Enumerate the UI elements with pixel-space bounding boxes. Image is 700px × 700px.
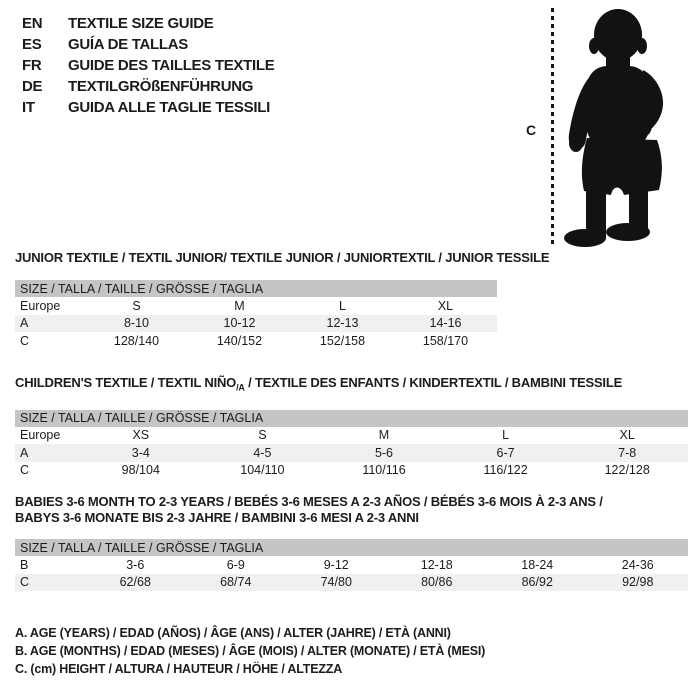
language-row-es bbox=[22, 34, 274, 55]
size-cell: S bbox=[258, 428, 267, 443]
children-table-title bbox=[15, 375, 688, 396]
row-label: C bbox=[15, 574, 85, 592]
language-title: GUIDE DES TAILLES TEXTILE bbox=[68, 57, 275, 74]
size-cell: 8-10 bbox=[85, 315, 188, 333]
size-cell: 12-13 bbox=[291, 315, 394, 333]
children-size-table bbox=[15, 410, 688, 480]
size-cell: 5-6 bbox=[323, 444, 445, 462]
table-row-age bbox=[15, 315, 497, 333]
size-cell: 18-24 bbox=[521, 557, 554, 572]
size-cell: 6-7 bbox=[445, 444, 567, 462]
language-code: ES bbox=[22, 36, 42, 53]
size-cell: L bbox=[502, 428, 510, 443]
babies-table-title-line1: BABIES 3-6 MONTH TO 2-3 YEARS / BEBÉS 3-6 MESES A 2-3 AÑOS / BÉBÉS 3-6 MOIS À 2-3 ANS / bbox=[15, 494, 603, 509]
junior-size-table bbox=[15, 280, 497, 350]
language-list bbox=[22, 13, 274, 118]
size-cell: 80/86 bbox=[387, 574, 488, 592]
size-cell: 110/116 bbox=[362, 463, 406, 478]
row-label: Europe bbox=[20, 298, 61, 313]
language-code: FR bbox=[22, 57, 42, 74]
size-header: SIZE / TALLA / TAILLE / GRÖSSE / TAGLIA bbox=[15, 280, 497, 297]
language-title: TEXTILGRÖßENFÜHRUNG bbox=[68, 78, 254, 95]
size-cell: M bbox=[378, 428, 390, 443]
language-row-en bbox=[22, 13, 274, 34]
size-cell: 158/170 bbox=[422, 333, 469, 348]
size-cell: 68/74 bbox=[186, 574, 287, 592]
legend-notes bbox=[15, 624, 485, 678]
babies-textile-section bbox=[15, 494, 688, 591]
size-cell: 92/98 bbox=[588, 574, 689, 592]
babies-size-table bbox=[15, 539, 688, 591]
children-textile-section bbox=[15, 375, 688, 479]
language-title: TEXTILE SIZE GUIDE bbox=[68, 15, 214, 32]
note-b: B. AGE (MONTHS) / EDAD (MESES) / ÂGE (MOIS) / ALTER (MONATE) / ETÀ (MESI) bbox=[15, 644, 486, 658]
table-row-height bbox=[15, 332, 497, 350]
language-row-it bbox=[22, 97, 274, 118]
row-label: A bbox=[15, 315, 85, 333]
children-title-pre: CHILDREN'S TEXTILE / TEXTIL NIÑO bbox=[15, 375, 237, 390]
size-cell: 128/140 bbox=[113, 333, 160, 348]
language-row-fr bbox=[22, 55, 274, 76]
language-code: DE bbox=[22, 78, 43, 95]
table-row-age bbox=[15, 444, 688, 462]
language-row-de bbox=[22, 76, 274, 97]
size-cell: 12-18 bbox=[420, 557, 453, 572]
children-title-post: / TEXTILE DES ENFANTS / KINDERTEXTIL / BAMBINI TESSILE bbox=[244, 375, 623, 390]
size-cell: 3-4 bbox=[80, 444, 202, 462]
language-code: IT bbox=[22, 99, 35, 116]
table-row-height bbox=[15, 462, 688, 480]
size-cell: 140/152 bbox=[216, 333, 263, 348]
height-dashed-line bbox=[551, 8, 554, 246]
height-measure-label: C bbox=[526, 122, 537, 138]
size-cell: XS bbox=[132, 428, 150, 443]
language-title: GUÍA DE TALLAS bbox=[68, 36, 188, 53]
size-cell: 122/128 bbox=[604, 463, 650, 478]
size-cell: 7-8 bbox=[566, 444, 688, 462]
size-cell: 74/80 bbox=[286, 574, 387, 592]
language-code: EN bbox=[22, 15, 43, 32]
size-cell: L bbox=[339, 298, 346, 313]
size-header: SIZE / TALLA / TAILLE / GRÖSSE / TAGLIA bbox=[15, 539, 688, 556]
size-cell: 9-12 bbox=[323, 557, 349, 572]
note-c: C. (cm) HEIGHT / ALTURA / HAUTEUR / HÖHE / ALTEZZA bbox=[15, 662, 343, 676]
size-cell: 3-6 bbox=[126, 557, 145, 572]
size-cell: 24-36 bbox=[621, 557, 654, 572]
row-label: A bbox=[15, 444, 80, 462]
size-cell: 14-16 bbox=[394, 315, 497, 333]
size-cell: 152/158 bbox=[319, 333, 366, 348]
toddler-silhouette-image bbox=[557, 6, 699, 254]
size-cell: 6-9 bbox=[226, 557, 245, 572]
size-cell: S bbox=[132, 298, 141, 313]
size-cell: XL bbox=[437, 298, 454, 313]
row-label: C bbox=[20, 333, 30, 348]
size-cell: XL bbox=[619, 428, 635, 443]
children-title-sub: /A bbox=[236, 382, 245, 393]
babies-table-title-line2: BABYS 3-6 MONATE BIS 2-3 JAHRE / BAMBINI 3-6 MESI A 2-3 ANNI bbox=[15, 510, 419, 525]
table-row-months bbox=[15, 556, 688, 574]
table-row-europe bbox=[15, 427, 688, 445]
row-label: Europe bbox=[20, 428, 61, 443]
junior-textile-section bbox=[15, 250, 550, 350]
size-cell: 98/104 bbox=[121, 463, 160, 478]
size-cell: 86/92 bbox=[487, 574, 588, 592]
junior-table-title: JUNIOR TEXTILE / TEXTIL JUNIOR/ TEXTILE JUNIOR / JUNIORTEXTIL / JUNIOR TESSILE bbox=[15, 250, 550, 265]
size-cell: 4-5 bbox=[202, 444, 324, 462]
size-cell: 10-12 bbox=[188, 315, 291, 333]
row-label: B bbox=[20, 557, 29, 572]
size-cell: 62/68 bbox=[85, 574, 186, 592]
table-row-height bbox=[15, 574, 688, 592]
size-cell: 116/122 bbox=[483, 463, 528, 478]
row-label: C bbox=[20, 463, 30, 478]
table-row-europe bbox=[15, 297, 497, 315]
language-title: GUIDA ALLE TAGLIE TESSILI bbox=[68, 99, 270, 116]
size-header: SIZE / TALLA / TAILLE / GRÖSSE / TAGLIA bbox=[15, 410, 688, 427]
note-a: A. AGE (YEARS) / EDAD (AÑOS) / ÂGE (ANS) / ALTER (JAHRE) / ETÀ (ANNI) bbox=[15, 626, 451, 640]
size-cell: 104/110 bbox=[240, 463, 285, 478]
size-cell: M bbox=[234, 298, 245, 313]
